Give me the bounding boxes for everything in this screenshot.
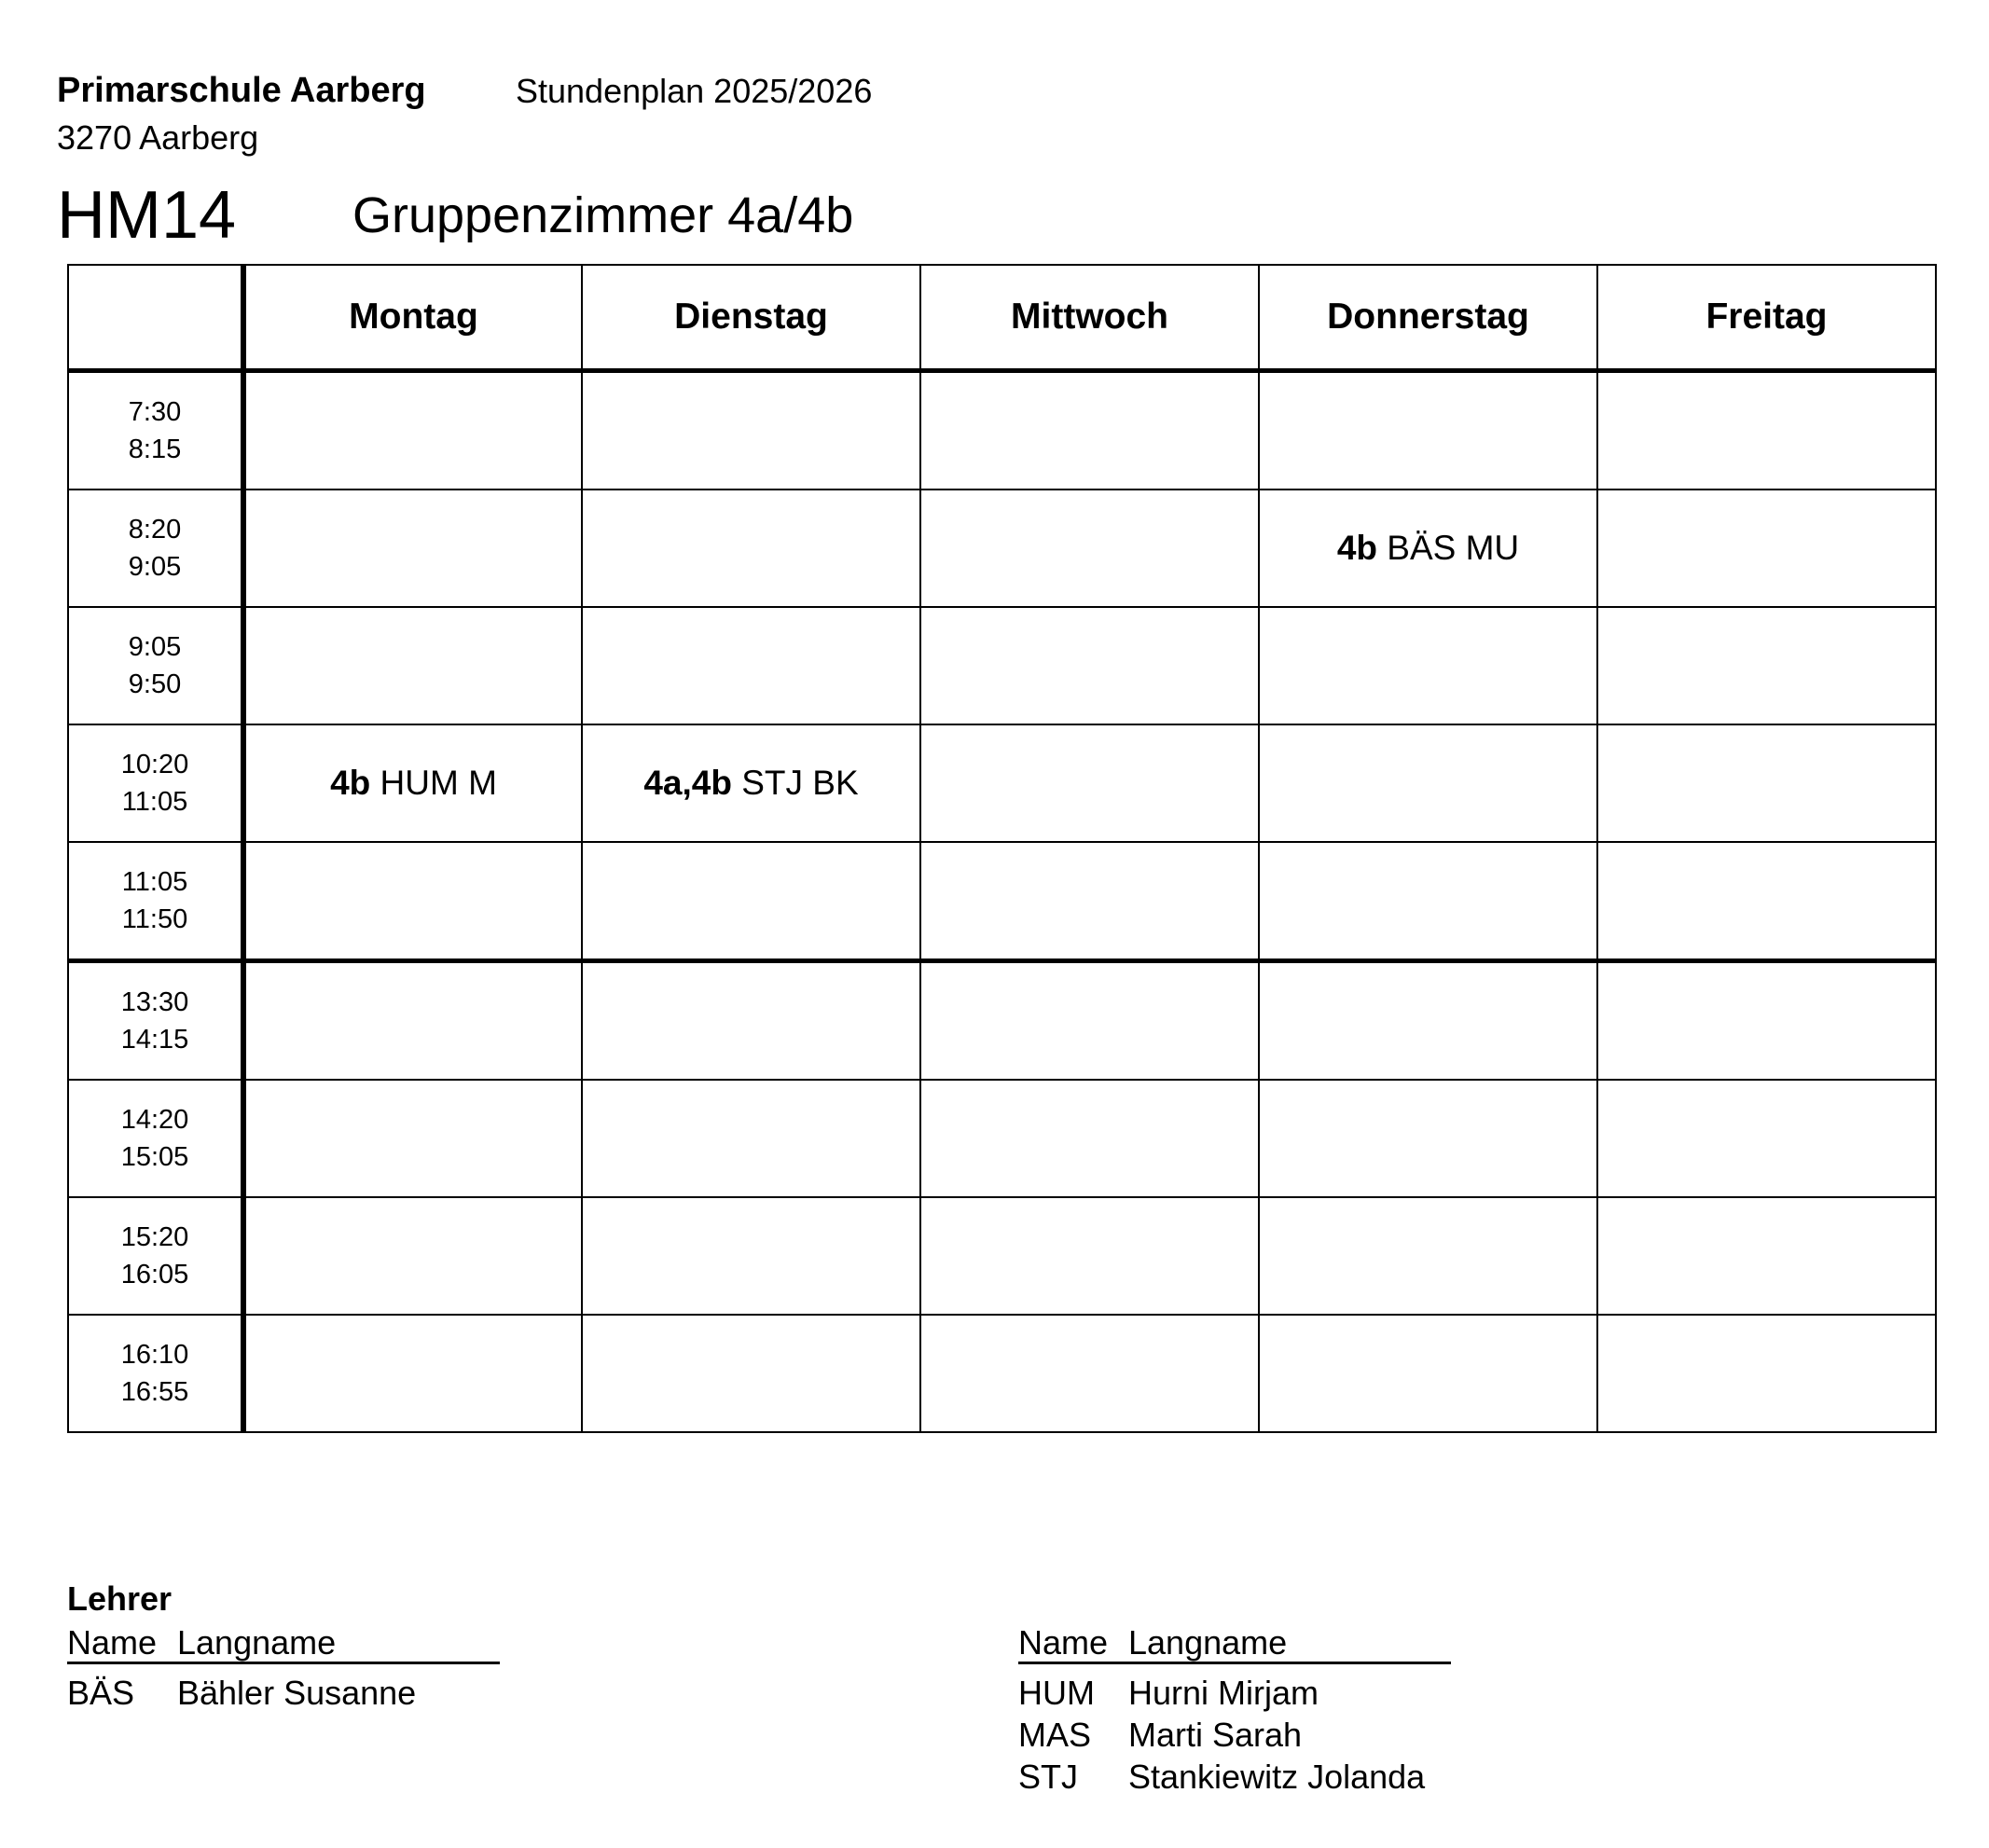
lesson-cell xyxy=(243,724,582,842)
legend-header xyxy=(67,1623,500,1664)
legend-title: Lehrer xyxy=(67,1579,173,1618)
lesson-cell xyxy=(920,961,1259,1081)
teacher-name: Hurni Mirjam xyxy=(1128,1674,1319,1712)
time-end: 9:05 xyxy=(128,552,182,582)
school-name: Primarschule Aarberg xyxy=(57,71,426,110)
legend-col-longname: Langname xyxy=(177,1623,337,1662)
time-slot xyxy=(68,724,243,842)
corner-cell xyxy=(68,265,243,371)
teacher-code: STJ xyxy=(1018,1758,1079,1796)
lesson-cell xyxy=(243,490,582,607)
day-header: Montag xyxy=(243,265,582,371)
lesson-cell xyxy=(582,371,920,490)
time-slot xyxy=(68,490,243,607)
time-end: 11:05 xyxy=(121,787,188,817)
lesson-cell xyxy=(243,371,582,490)
school-city: 3270 Aarberg xyxy=(57,118,259,157)
teacher-code: HUM xyxy=(1018,1674,1095,1712)
room-name: Gruppenzimmer 4a/4b xyxy=(352,187,854,243)
lesson-cell xyxy=(1259,371,1597,490)
timetable-row xyxy=(68,724,1936,842)
time-start: 13:30 xyxy=(120,987,189,1017)
lesson-cell xyxy=(243,842,582,961)
lesson-cell xyxy=(1259,842,1597,961)
lesson-cell xyxy=(1597,1080,1936,1197)
lesson-cell xyxy=(582,961,920,1081)
timetable-row xyxy=(68,1080,1936,1197)
time-start: 16:10 xyxy=(120,1340,189,1370)
lesson-cell xyxy=(582,607,920,724)
time-end: 8:15 xyxy=(128,434,182,464)
time-slot xyxy=(68,842,243,961)
lesson-cell xyxy=(1597,961,1936,1081)
time-start: 14:20 xyxy=(120,1105,189,1135)
lesson-cell xyxy=(243,961,582,1081)
time-slot xyxy=(68,961,243,1081)
time-start: 10:20 xyxy=(120,750,189,779)
teacher-name: Bähler Susanne xyxy=(177,1674,417,1712)
lesson-cell xyxy=(1597,607,1936,724)
lesson-cell xyxy=(243,1080,582,1197)
time-slot xyxy=(68,1315,243,1432)
time-start: 15:20 xyxy=(120,1222,189,1252)
legend-header xyxy=(1018,1623,1451,1664)
time-end: 9:50 xyxy=(128,669,182,699)
legend-col-name: Name xyxy=(1018,1623,1109,1662)
lesson-cell xyxy=(1597,1197,1936,1315)
teacher-code: BÄS xyxy=(67,1674,135,1712)
time-end: 16:55 xyxy=(120,1377,189,1407)
lesson-cell xyxy=(582,490,920,607)
time-start: 11:05 xyxy=(121,867,188,897)
teacher-entry xyxy=(1018,1714,1451,1756)
time-start: 7:30 xyxy=(128,397,182,427)
timetable-row xyxy=(68,1197,1936,1315)
lesson-info: HUM M xyxy=(380,764,497,802)
day-header: Mittwoch xyxy=(920,265,1259,371)
lesson-cell xyxy=(1259,607,1597,724)
lesson-cell xyxy=(1259,724,1597,842)
lesson-cell xyxy=(1597,490,1936,607)
lesson-info: BÄS MU xyxy=(1387,529,1520,567)
lesson-cell xyxy=(920,1197,1259,1315)
time-end: 16:05 xyxy=(120,1260,189,1289)
lesson-cell xyxy=(1597,1315,1936,1432)
room-code: HM14 xyxy=(57,178,237,253)
day-header: Dienstag xyxy=(582,265,920,371)
teacher-name: Marti Sarah xyxy=(1128,1716,1303,1754)
time-end: 14:15 xyxy=(120,1025,189,1055)
lesson-cell xyxy=(243,1315,582,1432)
day-header-row xyxy=(68,265,1936,371)
legend-col-longname: Langname xyxy=(1128,1623,1288,1662)
timetable-row xyxy=(68,961,1936,1081)
day-header: Freitag xyxy=(1597,265,1936,371)
time-start: 8:20 xyxy=(128,515,182,545)
timetable-row xyxy=(68,371,1936,490)
time-start: 9:05 xyxy=(128,632,182,662)
lesson-cell xyxy=(1259,961,1597,1081)
teacher-entry xyxy=(67,1672,500,1714)
lesson-cell xyxy=(1259,490,1597,607)
lesson-class: 4b xyxy=(1336,529,1378,567)
lesson-info: STJ BK xyxy=(741,764,859,802)
time-slot xyxy=(68,1080,243,1197)
lesson-cell xyxy=(920,490,1259,607)
lesson-cell xyxy=(582,1315,920,1432)
lesson-cell xyxy=(920,1080,1259,1197)
lesson-cell xyxy=(1259,1080,1597,1197)
lesson-cell xyxy=(1597,724,1936,842)
teacher-legend-right xyxy=(1018,1623,1451,1798)
lesson-cell xyxy=(582,1197,920,1315)
lesson-cell xyxy=(1259,1197,1597,1315)
lesson-cell xyxy=(1259,1315,1597,1432)
lesson-cell xyxy=(582,1080,920,1197)
teacher-entry xyxy=(1018,1672,1451,1714)
teacher-entry xyxy=(1018,1756,1451,1798)
lesson-cell xyxy=(582,724,920,842)
teacher-legend-left xyxy=(67,1623,500,1714)
lesson-cell xyxy=(1597,371,1936,490)
lesson-cell xyxy=(920,1315,1259,1432)
timetable-row xyxy=(68,842,1936,961)
timetable xyxy=(67,264,1937,1433)
lesson-class: 4b xyxy=(330,764,371,802)
legend-col-name: Name xyxy=(67,1623,158,1662)
lesson-cell xyxy=(243,1197,582,1315)
lesson-cell xyxy=(920,607,1259,724)
lesson-cell xyxy=(920,842,1259,961)
timetable-row xyxy=(68,1315,1936,1432)
time-slot xyxy=(68,607,243,724)
teacher-name: Stankiewitz Jolanda xyxy=(1128,1758,1426,1796)
lesson-class: 4a,4b xyxy=(643,764,732,802)
plan-title: Stundenplan 2025/2026 xyxy=(516,72,873,110)
timetable-row xyxy=(68,607,1936,724)
lesson-cell xyxy=(582,842,920,961)
teacher-code: MAS xyxy=(1018,1716,1092,1754)
day-header: Donnerstag xyxy=(1259,265,1597,371)
lesson-cell xyxy=(920,724,1259,842)
time-slot xyxy=(68,371,243,490)
time-end: 15:05 xyxy=(120,1142,189,1172)
timetable-row xyxy=(68,490,1936,607)
lesson-cell xyxy=(920,371,1259,490)
time-end: 11:50 xyxy=(121,904,188,934)
lesson-cell xyxy=(1597,842,1936,961)
lesson-cell xyxy=(243,607,582,724)
time-slot xyxy=(68,1197,243,1315)
